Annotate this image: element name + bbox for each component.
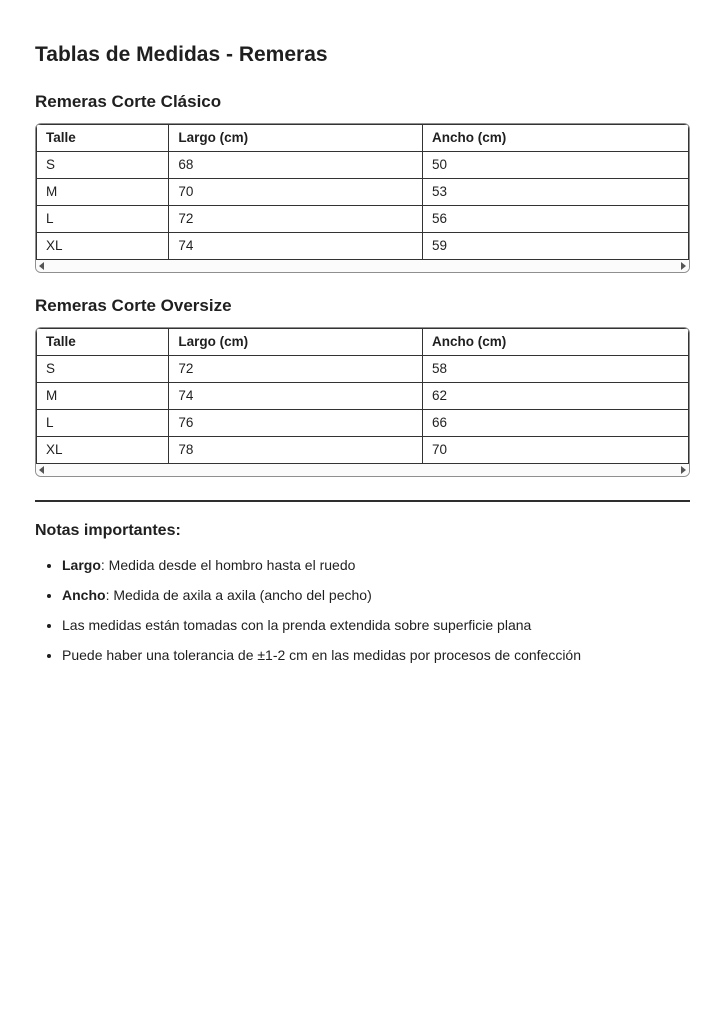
cell-largo: 78: [169, 437, 423, 464]
notes-list: [35, 556, 690, 664]
cell-largo: 70: [169, 179, 423, 206]
note-item-tolerancia: [62, 646, 690, 664]
cell-ancho: 50: [422, 152, 688, 179]
cell-largo: 74: [169, 383, 423, 410]
section-heading-oversize: Remeras Corte Oversize: [35, 296, 232, 315]
cell-talle: XL: [37, 437, 169, 464]
cell-ancho: 62: [422, 383, 688, 410]
cell-ancho: 58: [422, 356, 688, 383]
note-item-medidas: [62, 616, 690, 634]
note-text: Las medidas están tomadas con la prenda extendida sobre superficie plana: [62, 617, 532, 633]
cell-largo: 74: [169, 233, 423, 260]
table-row: [37, 233, 689, 260]
cell-largo: 68: [169, 152, 423, 179]
table-row: [37, 410, 689, 437]
cell-talle: M: [37, 383, 169, 410]
cell-talle: S: [37, 152, 169, 179]
table-header-row: [37, 329, 689, 356]
cell-talle: L: [37, 410, 169, 437]
section-heading-clasico: Remeras Corte Clásico: [35, 92, 222, 111]
cell-ancho: 70: [422, 437, 688, 464]
table-row: [37, 383, 689, 410]
cell-ancho: 53: [422, 179, 688, 206]
page-title: Tablas de Medidas - Remeras: [35, 43, 328, 66]
horizontal-scrollbar[interactable]: [36, 464, 689, 476]
size-table-clasico: [36, 124, 689, 260]
note-item-ancho: [62, 586, 690, 604]
table-row: [37, 179, 689, 206]
table-row: [37, 437, 689, 464]
table-row: [37, 356, 689, 383]
size-table-oversize: [36, 328, 689, 464]
cell-ancho: 66: [422, 410, 688, 437]
note-text: : Medida de axila a axila (ancho del pecho): [105, 587, 372, 603]
column-header-largo: Largo (cm): [169, 329, 423, 356]
note-term: Ancho: [62, 587, 106, 603]
column-header-talle: Talle: [37, 329, 169, 356]
section-divider: [35, 500, 690, 502]
scroll-left-arrow-icon[interactable]: [39, 262, 44, 270]
cell-ancho: 59: [422, 233, 688, 260]
table-row: [37, 152, 689, 179]
note-text: Puede haber una tolerancia de ±1-2 cm en las medidas por procesos de confección: [62, 647, 581, 663]
cell-largo: 72: [169, 206, 423, 233]
scroll-left-arrow-icon[interactable]: [39, 466, 44, 474]
cell-largo: 76: [169, 410, 423, 437]
scroll-right-arrow-icon[interactable]: [681, 466, 686, 474]
column-header-ancho: Ancho (cm): [422, 125, 688, 152]
notes-heading: Notas importantes:: [35, 522, 181, 539]
column-header-ancho: Ancho (cm): [422, 329, 688, 356]
column-header-talle: Talle: [37, 125, 169, 152]
cell-talle: XL: [37, 233, 169, 260]
table-container-oversize: [35, 327, 690, 477]
cell-talle: L: [37, 206, 169, 233]
horizontal-scrollbar[interactable]: [36, 260, 689, 272]
cell-talle: M: [37, 179, 169, 206]
note-item-largo: [62, 556, 690, 574]
note-text: : Medida desde el hombro hasta el ruedo: [100, 557, 356, 573]
scroll-right-arrow-icon[interactable]: [681, 262, 686, 270]
column-header-largo: Largo (cm): [169, 125, 423, 152]
table-container-clasico: [35, 123, 690, 273]
cell-talle: S: [37, 356, 169, 383]
table-row: [37, 206, 689, 233]
note-term: Largo: [62, 557, 101, 573]
cell-largo: 72: [169, 356, 423, 383]
table-header-row: [37, 125, 689, 152]
cell-ancho: 56: [422, 206, 688, 233]
